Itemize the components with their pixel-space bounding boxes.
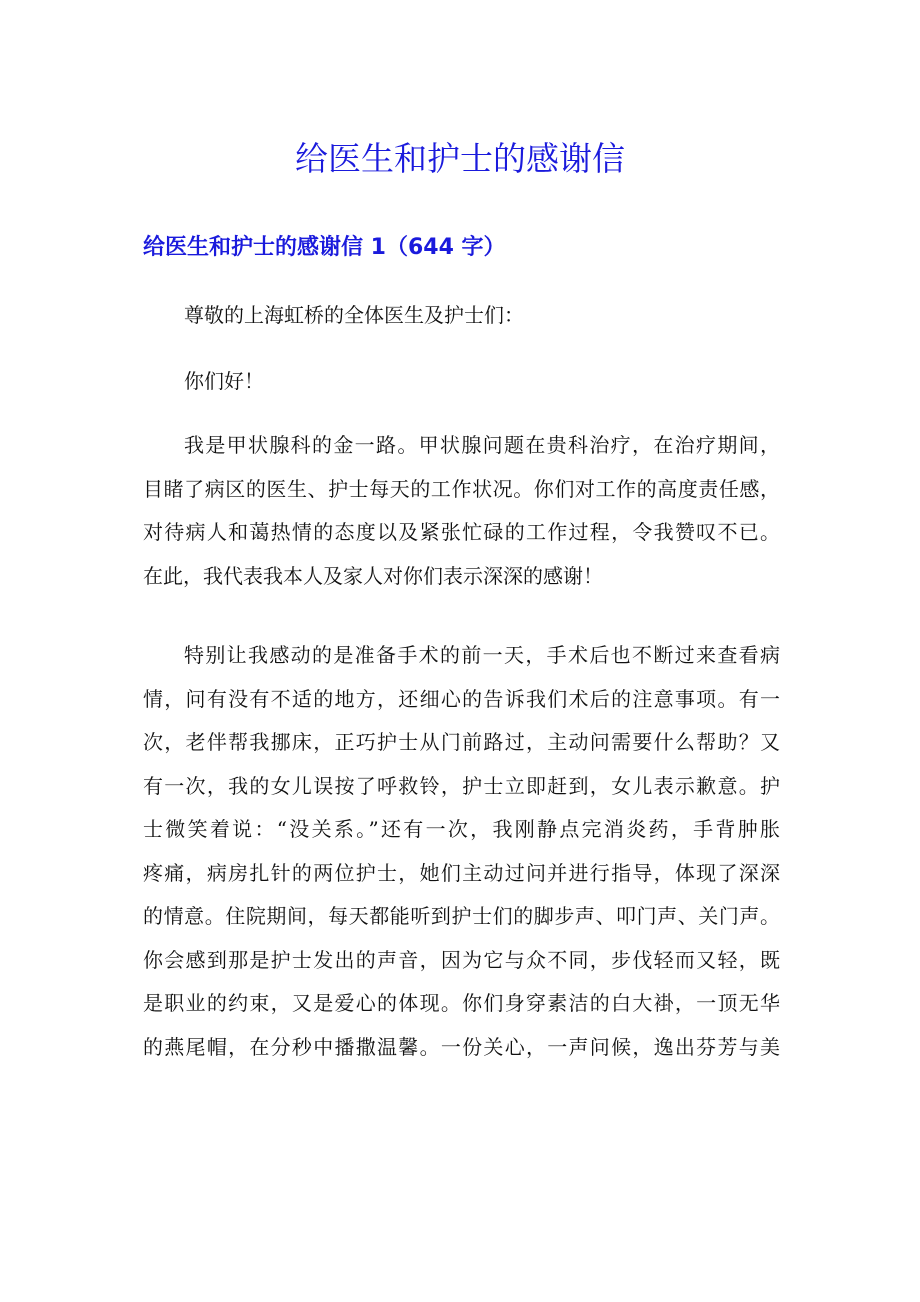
paragraph-1 [143, 424, 780, 598]
paragraph-2 [143, 634, 780, 1069]
greeting: 你们好！ [184, 369, 264, 393]
paragraph-2-line: 士微笑着说：“没关系。”还有一次，我刚静点完消炎药，手背肿胀 [143, 817, 780, 841]
paragraph-1-line: 在此，我代表我本人及家人对你们表示深深的感谢！ [143, 563, 603, 588]
paragraph-2-line: 疼痛，病房扎针的两位护士，她们主动过问并进行指导，体现了深深 [143, 860, 780, 885]
paragraph-2-line: 有一次，我的女儿误按了呼救铃，护士立即赶到，女儿表示歉意。护 [143, 773, 780, 798]
document-title: 给医生和护士的感谢信 [295, 139, 625, 178]
paragraph-1-line: 我是甲状腺科的金一路。甲状腺问题在贵科治疗，在治疗期间， [184, 433, 780, 457]
paragraph-2-line: 情，问有没有不适的地方，还细心的告诉我们术后的注意事项。有一 [143, 686, 780, 711]
paragraph-2-line: 次，老伴帮我挪床，正巧护士从门前路过，主动问需要什么帮助？又 [143, 730, 780, 754]
salutation: 尊敬的上海虹桥的全体医生及护士们： [184, 303, 524, 327]
paragraph-2-line: 是职业的约束，又是爱心的体现。你们身穿素洁的白大褂，一顶无华 [143, 991, 780, 1015]
paragraph-1-line: 对待病人和蔼热情的态度以及紧张忙碌的工作过程，令我赞叹不已。 [143, 520, 780, 544]
paragraph-1-line: 目睹了病区的医生、护士每天的工作状况。你们对工作的高度责任感， [143, 476, 780, 501]
paragraph-2-line: 你会感到那是护士发出的声音，因为它与众不同，步伐轻而又轻，既 [143, 947, 780, 972]
paragraph-2-line: 的情意。住院期间，每天都能听到护士们的脚步声、叩门声、关门声。 [143, 904, 780, 928]
section-heading: 给医生和护士的感谢信 1（644 字） [143, 235, 506, 260]
paragraph-2-line: 特别让我感动的是准备手术的前一天，手术后也不断过来查看病 [184, 643, 780, 667]
paragraph-2-line: 的燕尾帽，在分秒中播撒温馨。一份关心，一声问候，逸出芬芳与美 [143, 1034, 780, 1059]
